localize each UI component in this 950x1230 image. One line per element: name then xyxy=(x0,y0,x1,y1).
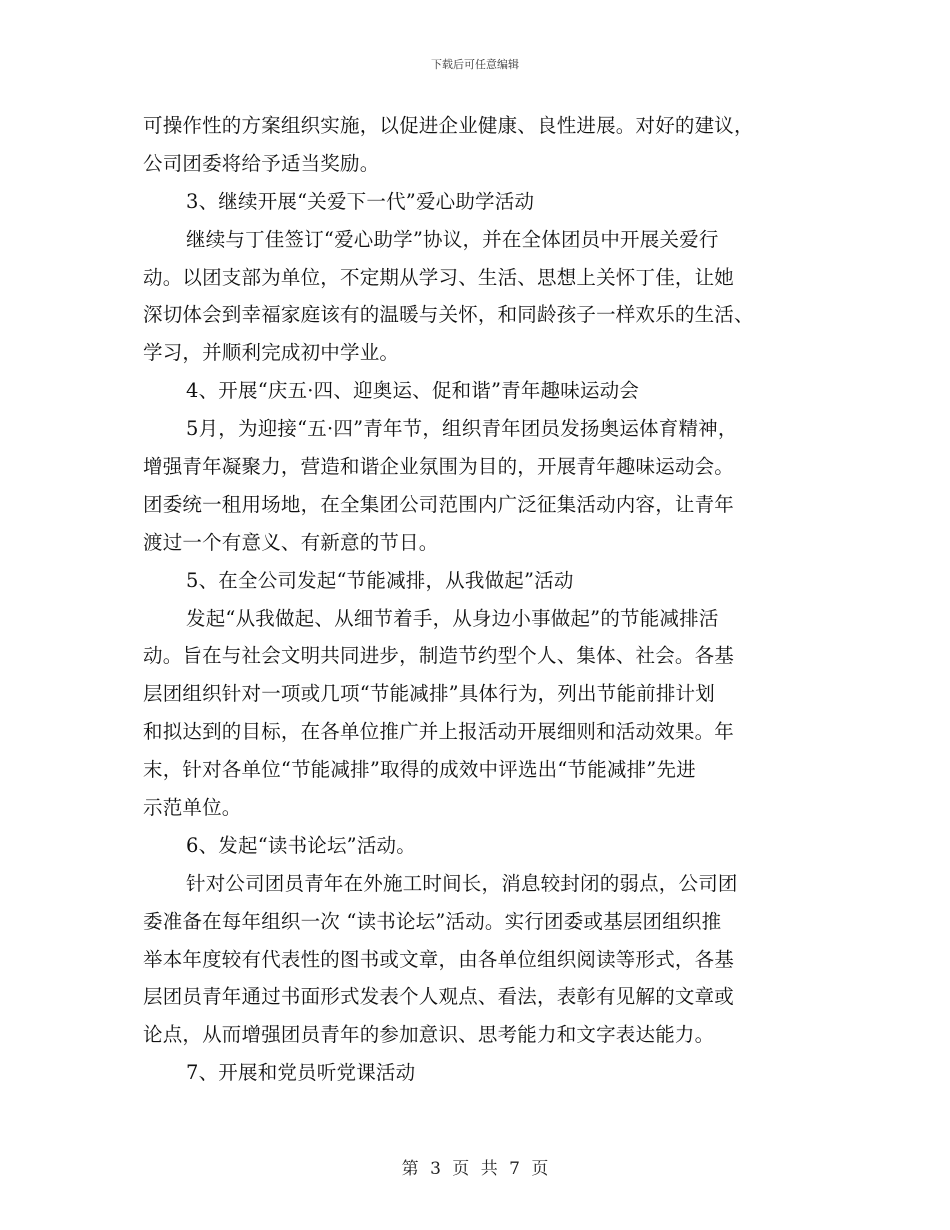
paragraph-line: 团委统一租用场地，在全集团公司范围内广泛征集活动内容，让青年 xyxy=(143,492,735,516)
paragraph-line: 可操作性的方案组织实施，以促进企业健康、良性进展。对好的建议， xyxy=(143,114,754,137)
section-heading: 7、开展和党员听党课活动 xyxy=(186,1061,416,1085)
section-heading: 5、在全公司发起“节能减排，从我做起”活动 xyxy=(186,568,574,592)
paragraph-line: 5月，为迎接“五·四”青年节，组织青年团员发扬奥运体育精神， xyxy=(186,417,738,441)
paragraph-line: 委准备在每年组织一次 “读书论坛”活动。实行团委或基层团组织推 xyxy=(143,909,722,933)
paragraph-line: 和拟达到的目标，在各单位推广并上报活动开展细则和活动效果。年 xyxy=(143,720,735,744)
document-body xyxy=(143,107,833,1092)
paragraph-line: 示范单位。 xyxy=(143,796,242,820)
paragraph-line: 渡过一个有意义、有新意的节日。 xyxy=(143,530,439,554)
paragraph-line: 动。以团支部为单位，不定期从学习、生活、思想上关怀丁佳，让她 xyxy=(143,265,735,289)
paragraph-line: 举本年度较有代表性的图书或文章，由各单位组织阅读等形式，各基 xyxy=(143,947,735,971)
paragraph-line: 动。旨在与社会文明共同进步，制造节约型个人、集体、社会。各基 xyxy=(143,644,735,668)
page-number-footer: 第 3 页 共 7 页 xyxy=(401,1159,549,1179)
page-header: 下载后可任意编辑 xyxy=(431,58,519,71)
paragraph-line: 学习，并顺利完成初中学业。 xyxy=(143,341,400,365)
paragraph-line: 末，针对各单位“节能减排”取得的成效中评选出“节能减排”先进 xyxy=(143,758,696,782)
section-heading: 4、开展“庆五·四、迎奥运、促和谐”青年趣味运动会 xyxy=(186,379,640,403)
paragraph-line: 论点，从而增强团员青年的参加意识、思考能力和文字表达能力。 xyxy=(143,1023,715,1047)
paragraph-line: 公司团委将给予适当奖励。 xyxy=(143,151,380,175)
paragraph-line: 继续与丁佳签订“爱心助学”协议，并在全体团员中开展关爱行 xyxy=(186,227,719,251)
paragraph-line: 发起“从我做起、从细节着手，从身边小事做起”的节能减排活 xyxy=(186,606,719,630)
section-heading: 3、继续开展“关爱下一代”爱心助学活动 xyxy=(186,189,535,213)
paragraph-line: 层团组织针对一项或几项“节能减排”具体行为，列出节能前排计划 xyxy=(143,682,715,706)
paragraph-line: 深切体会到幸福家庭该有的温暖与关怀，和同龄孩子一样欢乐的生活、 xyxy=(143,303,754,327)
section-heading: 6、发起“读书论坛”活动。 xyxy=(186,833,416,857)
paragraph-line: 针对公司团员青年在外施工时间长，消息较封闭的弱点，公司团 xyxy=(186,871,738,895)
paragraph-line: 增强青年凝聚力，营造和谐企业氛围为目的，开展青年趣味运动会。 xyxy=(143,455,735,479)
paragraph-line: 层团员青年通过书面形式发表个人观点、看法，表彰有见解的文章或 xyxy=(143,985,735,1009)
